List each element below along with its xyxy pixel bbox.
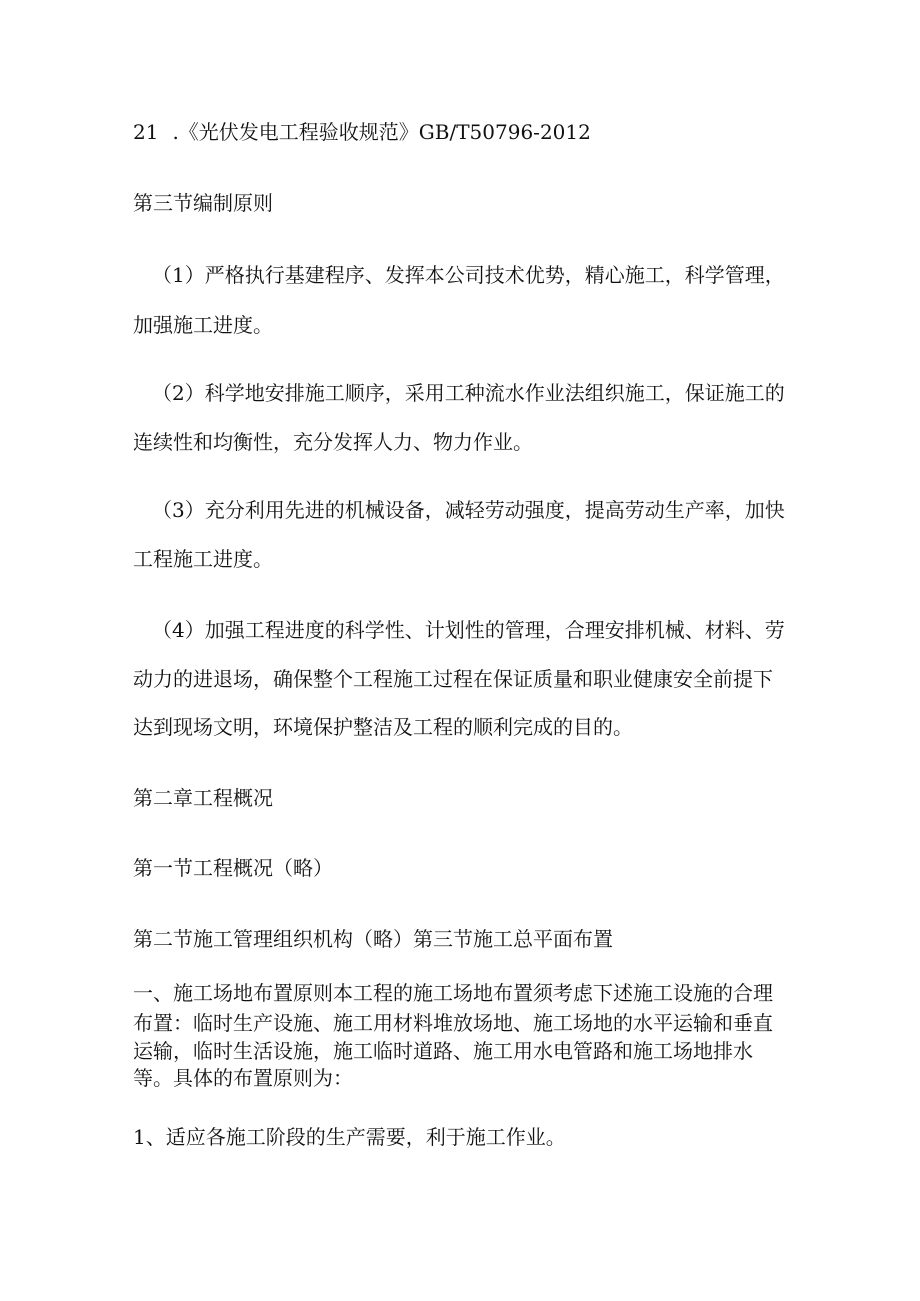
- principle-3-line-1: （3）充分利用先进的机械设备，减轻劳动强度，提高劳动生产率，加快: [152, 498, 785, 522]
- principle-1-line-1: （1）严格执行基建程序、发挥本公司技术优势，精心施工，科学管理，: [152, 263, 785, 287]
- layout-principle-line-2: 布置：临时生产设施、施工用材料堆放场地、施工场地的水平运输和垂直: [133, 1011, 773, 1035]
- layout-principle-line-4: 等。具体的布置原则为：: [133, 1066, 353, 1090]
- section-heading: 第一节工程概况（略）: [133, 856, 333, 880]
- reference-item: [133, 119, 591, 145]
- principle-2-line-1: （2）科学地安排施工顺序，采用工种流水作业法组织施工，保证施工的: [152, 381, 785, 405]
- list-item: 1、适应各施工阶段的生产需要，利于施工作业。: [133, 1125, 566, 1149]
- reference-item-text: .《光伏发电工程验收规范》GB/T50796-2012: [172, 120, 591, 144]
- principle-4-line-2: 动力的进退场，确保整个工程施工过程在保证质量和职业健康安全前提下: [133, 667, 773, 691]
- chapter-heading: 第二章工程概况: [133, 786, 273, 810]
- section-heading: 第二节施工管理组织机构（略）第三节施工总平面布置: [133, 927, 613, 951]
- principle-4-line-1: （4）加强工程进度的科学性、计划性的管理，合理安排机械、材料、劳: [152, 618, 785, 642]
- section-heading: 第三节编制原则: [133, 191, 273, 215]
- layout-principle-line-1: 一、施工场地布置原则本工程的施工场地布置须考虑下述施工设施的合理: [133, 981, 773, 1005]
- layout-principle-line-3: 运输，临时生活设施，施工临时道路、施工用水电管路和施工场地排水: [133, 1039, 753, 1063]
- principle-1-line-2: 加强施工进度。: [133, 313, 273, 337]
- principle-3-line-2: 工程施工进度。: [133, 547, 273, 571]
- principle-4-line-3: 达到现场文明，环境保护整洁及工程的顺利完成的目的。: [133, 715, 633, 739]
- reference-item-number: 21: [133, 120, 159, 144]
- principle-2-line-2: 连续性和均衡性，充分发挥人力、物力作业。: [133, 430, 533, 454]
